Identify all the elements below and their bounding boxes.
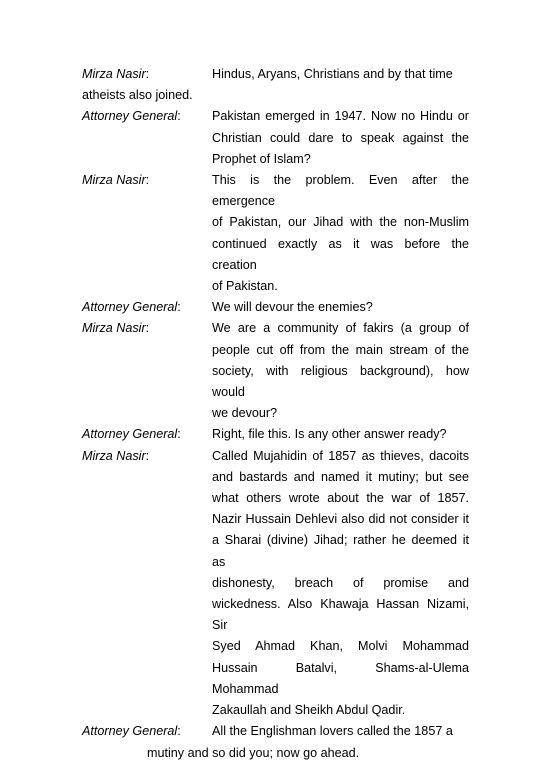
speech-text: All the Englishman lovers called the 1857 a (212, 724, 453, 739)
speech-text: Hindus, Aryans, Christians and by that time (212, 67, 453, 81)
speech-text: This is the problem. Even after the emergence of Pakistan, our Jihad with the non-Muslim continued exactly as it was before the creation of Pakistan. (212, 173, 469, 294)
speaker-name: Attorney General: (82, 300, 181, 315)
transcript-entry (82, 721, 469, 763)
speech-text: We will devour the enemies? (212, 300, 373, 315)
speaker-name: Attorney General: (82, 427, 181, 442)
speaker-name: Mirza Nasir: (82, 321, 150, 336)
speech-text: We are a community of fakirs (a group of people cut off from the main stream of the society, with religious background), how would we devour? (212, 321, 469, 421)
speaker-name: Mirza Nasir: (82, 448, 150, 463)
speech-text: Right, file this. Is any other answer ready? (212, 427, 447, 442)
speaker-name: Mirza Nasir: (82, 67, 150, 81)
speaker-name: Attorney General: (82, 109, 181, 124)
transcript-entry (82, 106, 469, 170)
transcript-entry (82, 297, 469, 318)
transcript-entry (82, 424, 469, 445)
transcript-entry (82, 446, 469, 722)
speech-text: Called Mujahidin of 1857 as thieves, dacoits and bastards and named it mutiny; but see what others wrote about the war of 1857. Nazir Hussain Dehlevi also did not consider it a Sharai (divine) Jihad; rather he deemed it as dishonesty, breach of promise and wickedness. Also Khawaja Hassan Nizami, Sir Syed Ahmad Khan, Molvi Mohammad Hussain Batalvi, Shams-al-Ulema Mohammad Zakaullah and Sheikh Abdul Qadir. (212, 448, 469, 718)
speaker-name: Mirza Nasir: (82, 173, 150, 188)
transcript-entry (82, 170, 469, 297)
transcript-entry (82, 64, 469, 106)
speech-text: Pakistan emerged in 1947. Now no Hindu or Christian could dare to speak against the Prophet of Islam? (212, 109, 469, 166)
speech-continuation: atheists also joined. (82, 88, 193, 103)
transcript-page (82, 64, 469, 764)
speaker-name: Attorney General: (82, 724, 181, 739)
transcript-entry (82, 318, 469, 424)
speech-continuation: mutiny and so did you; now go ahead. (147, 745, 360, 760)
